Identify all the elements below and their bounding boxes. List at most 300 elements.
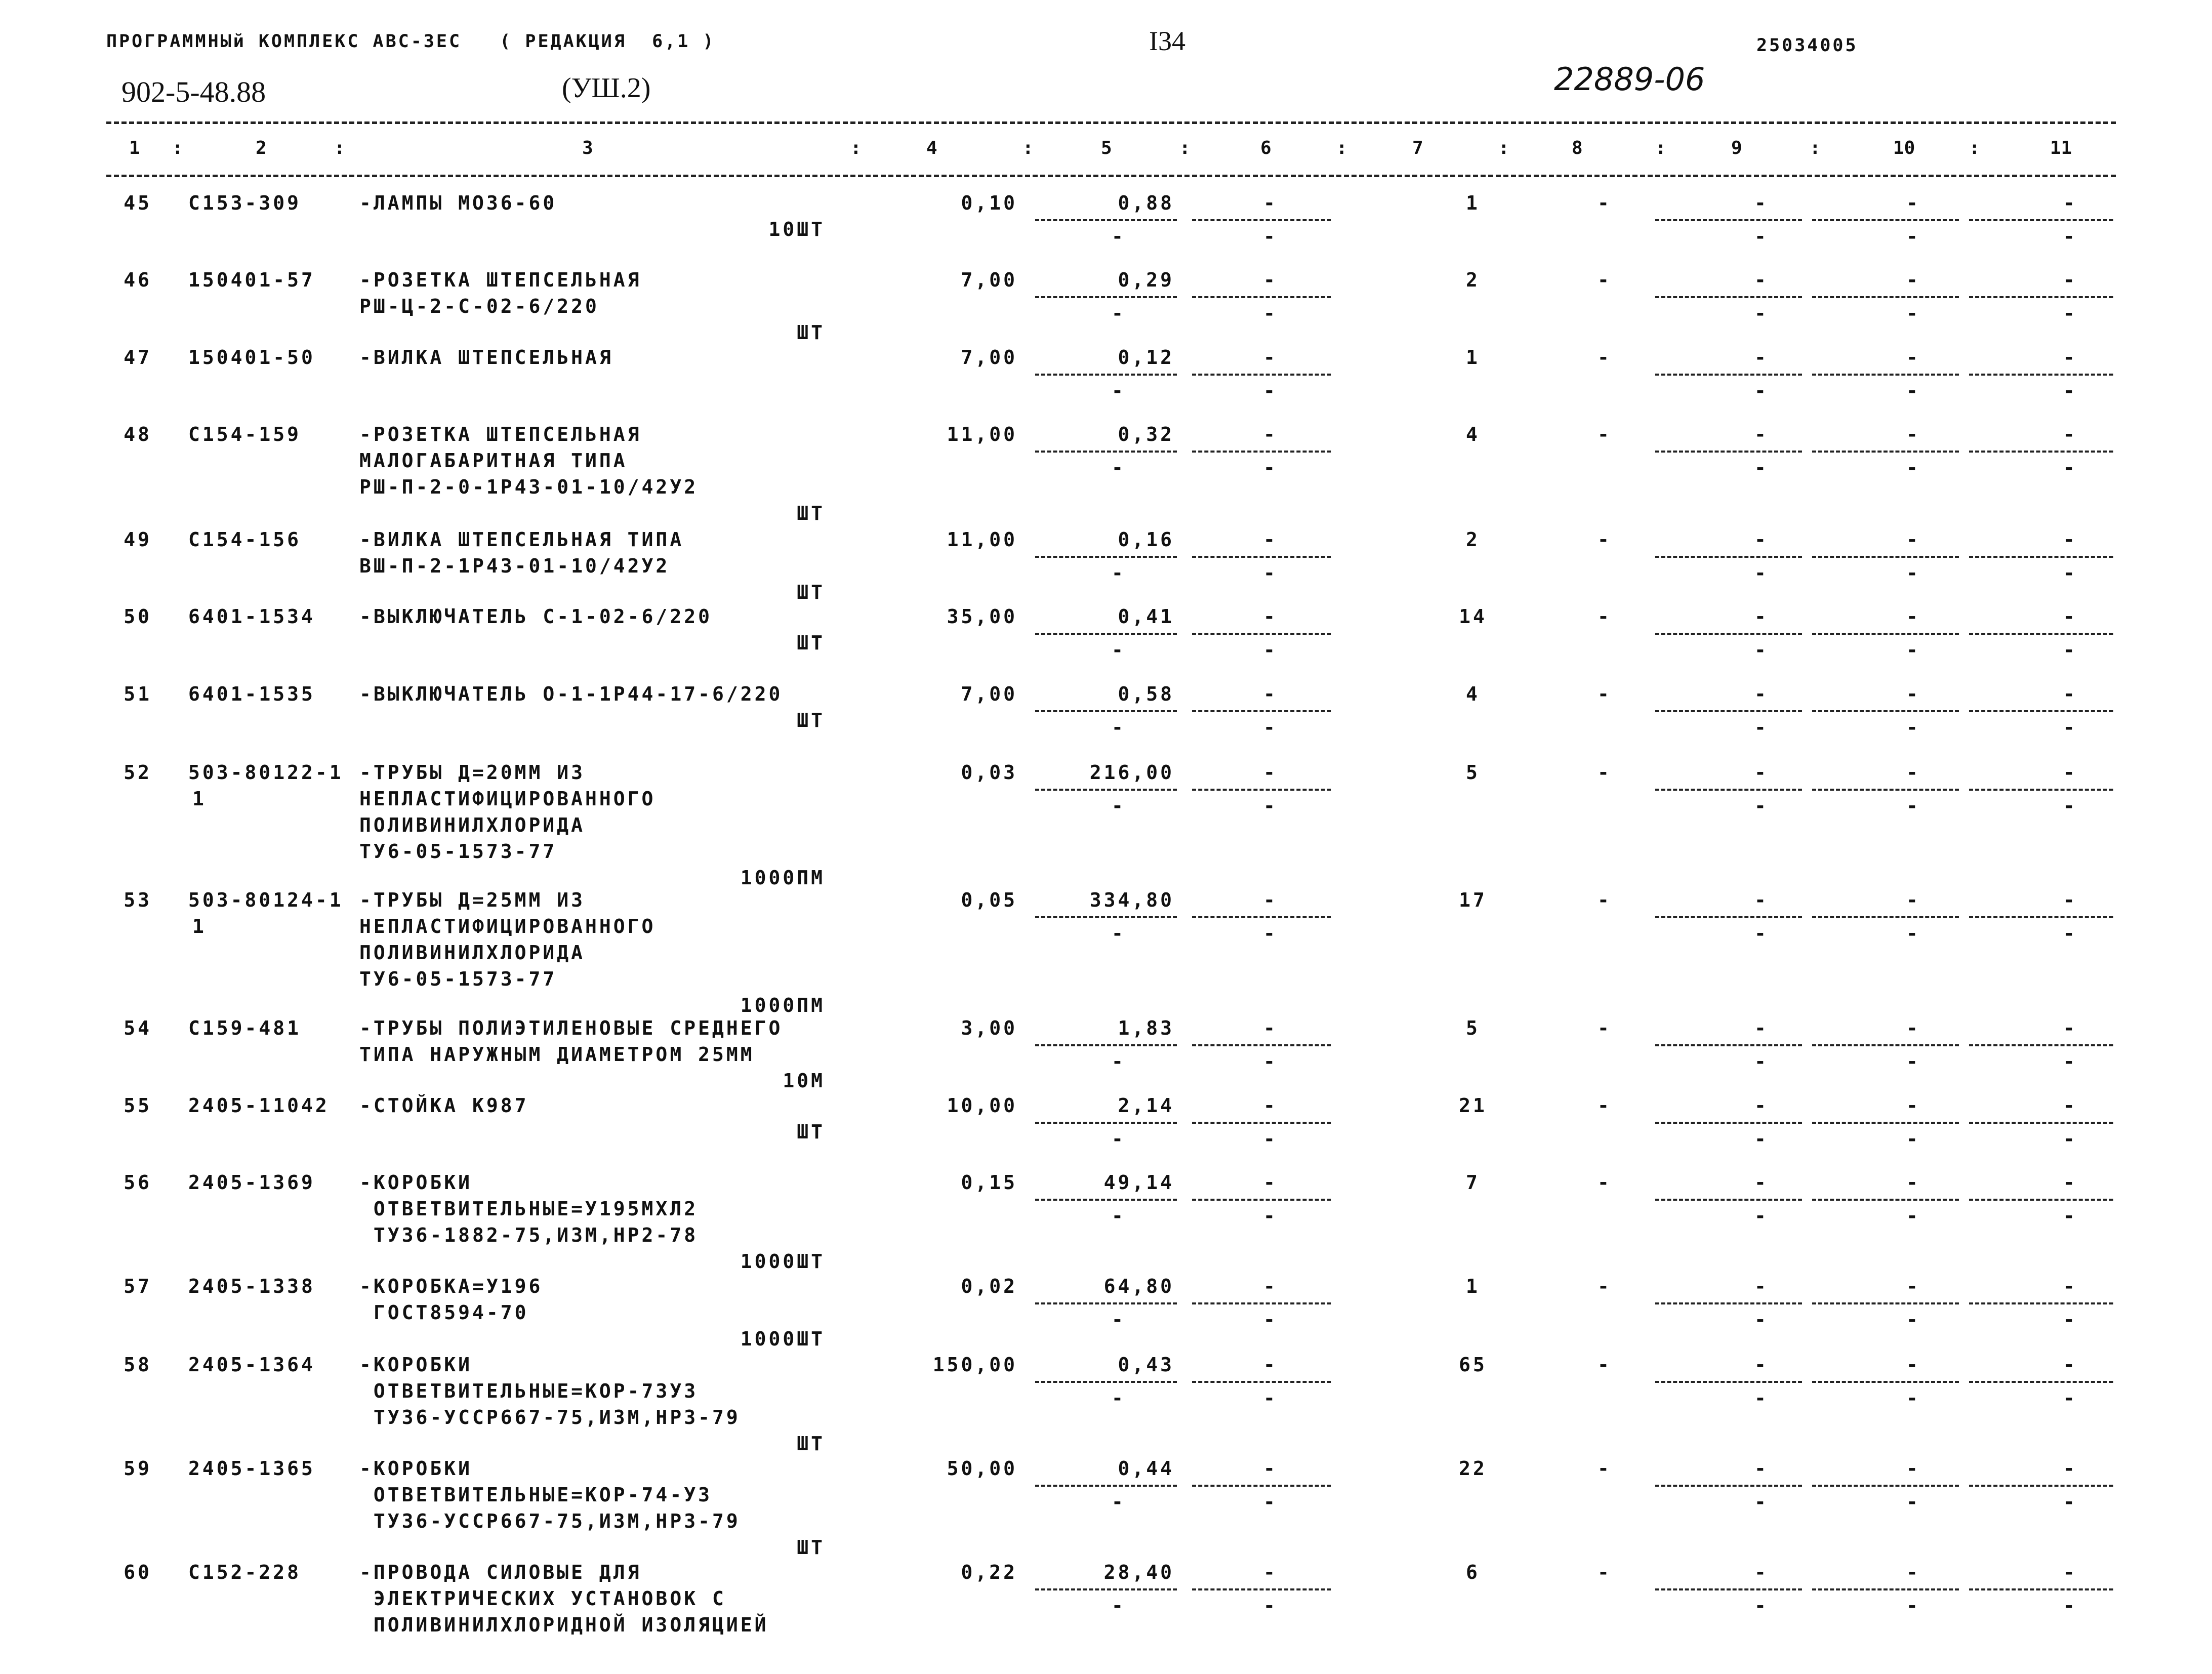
resource-code: С154-156 xyxy=(188,528,302,551)
item-description: -РОЗЕТКА ШТЕПСЕЛЬНАЯ xyxy=(359,423,642,445)
column-number: 2 xyxy=(256,138,267,158)
column-6-sub-value: - xyxy=(1263,1491,1278,1513)
cell-divider-line xyxy=(1812,296,1959,298)
unit-of-measure: ШТ xyxy=(797,1121,825,1143)
column-8-value: - xyxy=(1597,346,1612,369)
column-8-value: - xyxy=(1597,1457,1612,1480)
column-7-value: 17 xyxy=(1459,889,1487,911)
column-11-sub-value: - xyxy=(2063,457,2077,479)
cell-divider-line xyxy=(1969,1485,2113,1487)
column-5-sub-value: - xyxy=(1112,1595,1126,1617)
unit-cost: 334,80 xyxy=(1089,889,1174,911)
column-number: 4 xyxy=(926,138,937,158)
column-10-value: - xyxy=(1906,1561,1920,1583)
cell-divider-line xyxy=(1812,1588,1959,1590)
column-number: 8 xyxy=(1572,138,1583,158)
unit-of-measure: 1000ШТ xyxy=(740,1250,825,1273)
column-10-sub-value: - xyxy=(1906,1309,1920,1331)
cell-divider-line xyxy=(1969,556,2113,558)
column-6-sub-value: - xyxy=(1263,302,1278,324)
cell-divider-line xyxy=(1192,451,1331,453)
quantity: 7,00 xyxy=(961,269,1017,291)
column-9-sub-value: - xyxy=(1754,1595,1769,1617)
item-description: ТУ36-УССР667-75,ИЗМ,НР3-79 xyxy=(359,1406,741,1428)
unit-cost: 0,44 xyxy=(1118,1457,1174,1480)
cell-divider-line xyxy=(1655,374,1802,376)
column-5-sub-value: - xyxy=(1112,380,1126,402)
column-9-sub-value: - xyxy=(1754,1387,1769,1409)
column-9-value: - xyxy=(1754,346,1769,369)
column-11-value: - xyxy=(2063,1457,2077,1480)
resource-code: 2405-1365 xyxy=(188,1457,315,1480)
row-number: 59 xyxy=(124,1457,152,1480)
item-description: НЕПЛАСТИФИЦИРОВАННОГО xyxy=(359,788,656,810)
unit-cost: 0,58 xyxy=(1118,683,1174,705)
column-6-sub-value: - xyxy=(1263,922,1278,945)
resource-code: 2405-11042 xyxy=(188,1094,330,1117)
item-description: ТУ6-05-1573-77 xyxy=(359,840,557,863)
column-7-value: 2 xyxy=(1466,269,1480,291)
column-6-sub-value: - xyxy=(1263,225,1278,248)
column-number: 6 xyxy=(1260,138,1272,158)
cell-divider-line xyxy=(1035,1381,1177,1383)
column-10-value: - xyxy=(1906,761,1920,784)
column-6-value: - xyxy=(1263,1561,1278,1583)
column-6-value: - xyxy=(1263,269,1278,291)
quantity: 0,10 xyxy=(961,192,1017,214)
cell-divider-line xyxy=(1192,1199,1331,1201)
item-description: ГОСТ8594-70 xyxy=(359,1301,529,1324)
cell-divider-line xyxy=(1969,219,2113,221)
cell-divider-line xyxy=(1655,633,1802,635)
column-6-sub-value: - xyxy=(1263,1050,1278,1073)
column-8-value: - xyxy=(1597,683,1612,705)
quantity: 50,00 xyxy=(947,1457,1017,1480)
column-6-value: - xyxy=(1263,761,1278,784)
row-number: 50 xyxy=(124,605,152,628)
column-6-sub-value: - xyxy=(1263,1205,1278,1227)
column-5-sub-value: - xyxy=(1112,1491,1126,1513)
cell-divider-line xyxy=(1035,219,1177,221)
column-9-value: - xyxy=(1754,192,1769,214)
resource-code: 150401-50 xyxy=(188,346,315,369)
column-11-sub-value: - xyxy=(2063,716,2077,739)
item-description: ТУ36-1882-75,ИЗМ,НР2-78 xyxy=(359,1224,699,1246)
column-6-value: - xyxy=(1263,1017,1278,1039)
column-11-value: - xyxy=(2063,1275,2077,1297)
column-separator: : xyxy=(1810,138,1821,158)
item-description: ОТВЕТВИТЕЛЬНЫЕ=КОР-73У3 xyxy=(359,1380,699,1402)
unit-of-measure: ШТ xyxy=(797,502,825,524)
resource-code: С159-481 xyxy=(188,1017,302,1039)
unit-cost: 49,14 xyxy=(1103,1171,1174,1194)
column-7-value: 21 xyxy=(1459,1094,1487,1117)
column-9-value: - xyxy=(1754,1094,1769,1117)
cell-divider-line xyxy=(1655,451,1802,453)
column-10-value: - xyxy=(1906,1017,1920,1039)
column-10-value: - xyxy=(1906,1094,1920,1117)
column-6-sub-value: - xyxy=(1263,716,1278,739)
cell-divider-line xyxy=(1655,1302,1802,1304)
row-number: 53 xyxy=(124,889,152,911)
column-11-sub-value: - xyxy=(2063,380,2077,402)
cell-divider-line xyxy=(1969,1381,2113,1383)
column-9-sub-value: - xyxy=(1754,795,1769,817)
column-9-sub-value: - xyxy=(1754,1205,1769,1227)
column-8-value: - xyxy=(1597,528,1612,551)
column-6-value: - xyxy=(1263,605,1278,628)
column-5-sub-value: - xyxy=(1112,716,1126,739)
item-description: ПОЛИВИНИЛХЛОРИДНОЙ ИЗОЛЯЦИЕЙ xyxy=(359,1614,769,1636)
cell-divider-line xyxy=(1655,710,1802,712)
column-number: 9 xyxy=(1731,138,1742,158)
column-9-sub-value: - xyxy=(1754,1128,1769,1150)
item-description: ТУ36-УССР667-75,ИЗМ,НР3-79 xyxy=(359,1510,741,1532)
column-6-value: - xyxy=(1263,683,1278,705)
cell-divider-line xyxy=(1969,1588,2113,1590)
unit-of-measure: ШТ xyxy=(797,321,825,344)
cell-divider-line xyxy=(1812,556,1959,558)
cell-divider-line xyxy=(1192,1485,1331,1487)
quantity: 7,00 xyxy=(961,683,1017,705)
column-7-value: 5 xyxy=(1466,761,1480,784)
cell-divider-line xyxy=(1969,916,2113,918)
cell-divider-line xyxy=(1192,1044,1331,1046)
column-9-value: - xyxy=(1754,423,1769,445)
unit-cost: 0,29 xyxy=(1118,269,1174,291)
unit-cost: 2,14 xyxy=(1118,1094,1174,1117)
cell-divider-line xyxy=(1035,1588,1177,1590)
column-11-sub-value: - xyxy=(2063,302,2077,324)
unit-cost: 0,16 xyxy=(1118,528,1174,551)
column-7-value: 7 xyxy=(1466,1171,1480,1194)
cell-divider-line xyxy=(1812,374,1959,376)
column-7-value: 5 xyxy=(1466,1017,1480,1039)
column-8-value: - xyxy=(1597,1171,1612,1194)
column-11-value: - xyxy=(2063,761,2077,784)
column-11-sub-value: - xyxy=(2063,1050,2077,1073)
unit-cost: 0,12 xyxy=(1118,346,1174,369)
column-10-sub-value: - xyxy=(1906,1387,1920,1409)
column-10-value: - xyxy=(1906,683,1920,705)
column-11-sub-value: - xyxy=(2063,1128,2077,1150)
item-description: ПОЛИВИНИЛХЛОРИДА xyxy=(359,942,586,964)
quantity: 0,02 xyxy=(961,1275,1017,1297)
unit-cost: 216,00 xyxy=(1089,761,1174,784)
cell-divider-line xyxy=(1035,1485,1177,1487)
column-separator: : xyxy=(172,138,183,158)
column-10-value: - xyxy=(1906,1354,1920,1376)
column-10-sub-value: - xyxy=(1906,795,1920,817)
item-description: -ВИЛКА ШТЕПСЕЛЬНАЯ xyxy=(359,346,613,369)
resource-code: 2405-1338 xyxy=(188,1275,315,1297)
column-6-value: - xyxy=(1263,1457,1278,1480)
column-10-sub-value: - xyxy=(1906,302,1920,324)
column-11-value: - xyxy=(2063,1094,2077,1117)
cell-divider-line xyxy=(1655,1199,1802,1201)
column-9-sub-value: - xyxy=(1754,302,1769,324)
column-8-value: - xyxy=(1597,1354,1612,1376)
column-9-sub-value: - xyxy=(1754,1309,1769,1331)
resource-code: 2405-1369 xyxy=(188,1171,315,1194)
unit-of-measure: ШТ xyxy=(797,632,825,654)
quantity: 35,00 xyxy=(947,605,1017,628)
cell-divider-line xyxy=(1035,710,1177,712)
item-description: ПОЛИВИНИЛХЛОРИДА xyxy=(359,814,586,836)
unit-of-measure: 1000ШТ xyxy=(740,1328,825,1350)
archive-number: 22889-06 xyxy=(1554,61,1705,98)
cell-divider-line xyxy=(1812,916,1959,918)
item-description: НЕПЛАСТИФИЦИРОВАННОГО xyxy=(359,915,656,937)
column-10-sub-value: - xyxy=(1906,457,1920,479)
cell-divider-line xyxy=(1035,633,1177,635)
column-separator: : xyxy=(1022,138,1034,158)
item-description: -ПРОВОДА СИЛОВЫЕ ДЛЯ xyxy=(359,1561,642,1583)
item-description: ТИПА НАРУЖНЫМ ДИАМЕТРОМ 25ММ xyxy=(359,1043,755,1066)
unit-of-measure: 1000ПМ xyxy=(740,994,825,1016)
row-number: 55 xyxy=(124,1094,152,1117)
column-6-sub-value: - xyxy=(1263,380,1278,402)
column-7-value: 1 xyxy=(1466,192,1480,214)
column-5-sub-value: - xyxy=(1112,1050,1126,1073)
column-9-value: - xyxy=(1754,889,1769,911)
cell-divider-line xyxy=(1969,1044,2113,1046)
column-11-value: - xyxy=(2063,192,2077,214)
column-6-sub-value: - xyxy=(1263,795,1278,817)
quantity: 0,22 xyxy=(961,1561,1017,1583)
cell-divider-line xyxy=(1655,1044,1802,1046)
item-description: -ТРУБЫ ПОЛИЭТИЛЕНОВЫЕ СРЕДНЕГО xyxy=(359,1017,783,1039)
column-9-value: - xyxy=(1754,1354,1769,1376)
cell-divider-line xyxy=(1812,789,1959,791)
column-10-value: - xyxy=(1906,192,1920,214)
cell-divider-line xyxy=(1655,219,1802,221)
item-description: -ТРУБЫ Д=20ММ ИЗ xyxy=(359,761,586,784)
column-10-value: - xyxy=(1906,346,1920,369)
column-number: 11 xyxy=(2050,138,2072,158)
column-separator: : xyxy=(1179,138,1191,158)
column-5-sub-value: - xyxy=(1112,562,1126,584)
column-11-sub-value: - xyxy=(2063,922,2077,945)
resource-code: 503-80124-1 xyxy=(188,889,344,911)
column-11-value: - xyxy=(2063,1561,2077,1583)
cell-divider-line xyxy=(1812,1485,1959,1487)
cell-divider-line xyxy=(1812,1044,1959,1046)
column-5-sub-value: - xyxy=(1112,225,1126,248)
item-description: -КОРОБКИ xyxy=(359,1457,473,1480)
cell-divider-line xyxy=(1192,1302,1331,1304)
column-number: 7 xyxy=(1412,138,1423,158)
column-10-value: - xyxy=(1906,889,1920,911)
cell-divider-line xyxy=(1812,1302,1959,1304)
cell-divider-line xyxy=(1192,1122,1331,1124)
column-separator: : xyxy=(334,138,345,158)
cell-divider-line xyxy=(1969,789,2113,791)
column-separator: : xyxy=(850,138,862,158)
column-10-value: - xyxy=(1906,423,1920,445)
cell-divider-line xyxy=(1812,1199,1959,1201)
column-8-value: - xyxy=(1597,605,1612,628)
unit-cost: 1,83 xyxy=(1118,1017,1174,1039)
column-10-sub-value: - xyxy=(1906,716,1920,739)
row-number: 56 xyxy=(124,1171,152,1194)
column-7-value: 1 xyxy=(1466,346,1480,369)
column-7-value: 65 xyxy=(1459,1354,1487,1376)
row-number: 49 xyxy=(124,528,152,551)
header-rule-top xyxy=(106,121,2116,124)
column-separator: : xyxy=(1655,138,1666,158)
row-number: 58 xyxy=(124,1354,152,1376)
column-9-value: - xyxy=(1754,269,1769,291)
cell-divider-line xyxy=(1035,916,1177,918)
row-number: 54 xyxy=(124,1017,152,1039)
cell-divider-line xyxy=(1035,789,1177,791)
column-7-value: 22 xyxy=(1459,1457,1487,1480)
column-6-value: - xyxy=(1263,1094,1278,1117)
column-9-sub-value: - xyxy=(1754,562,1769,584)
cell-divider-line xyxy=(1192,219,1331,221)
column-10-value: - xyxy=(1906,1275,1920,1297)
column-number: 3 xyxy=(582,138,593,158)
column-10-sub-value: - xyxy=(1906,562,1920,584)
resource-code: С153-309 xyxy=(188,192,302,214)
column-6-sub-value: - xyxy=(1263,1128,1278,1150)
cell-divider-line xyxy=(1969,1302,2113,1304)
resource-code: 6401-1534 xyxy=(188,605,315,628)
section-label: (УШ.2) xyxy=(562,72,651,104)
column-5-sub-value: - xyxy=(1112,1128,1126,1150)
row-number: 60 xyxy=(124,1561,152,1583)
column-7-value: 2 xyxy=(1466,528,1480,551)
column-8-value: - xyxy=(1597,1561,1612,1583)
resource-code: 503-80122-1 xyxy=(188,761,344,784)
column-9-value: - xyxy=(1754,605,1769,628)
cell-divider-line xyxy=(1969,710,2113,712)
cell-divider-line xyxy=(1192,1588,1331,1590)
column-10-value: - xyxy=(1906,605,1920,628)
column-6-value: - xyxy=(1263,423,1278,445)
item-description: -СТОЙКА К987 xyxy=(359,1094,529,1117)
column-11-sub-value: - xyxy=(2063,795,2077,817)
column-10-sub-value: - xyxy=(1906,1050,1920,1073)
cell-divider-line xyxy=(1655,916,1802,918)
cell-divider-line xyxy=(1035,1044,1177,1046)
column-9-value: - xyxy=(1754,1457,1769,1480)
column-11-value: - xyxy=(2063,269,2077,291)
cell-divider-line xyxy=(1035,296,1177,298)
column-10-sub-value: - xyxy=(1906,1128,1920,1150)
cell-divider-line xyxy=(1812,219,1959,221)
resource-code: С152-228 xyxy=(188,1561,302,1583)
cell-divider-line xyxy=(1655,789,1802,791)
resource-code-continuation: 1 xyxy=(192,915,207,937)
cell-divider-line xyxy=(1192,710,1331,712)
column-11-value: - xyxy=(2063,423,2077,445)
item-description: -ВИЛКА ШТЕПСЕЛЬНАЯ ТИПА xyxy=(359,528,684,551)
item-description: -ЛАМПЫ МО36-60 xyxy=(359,192,557,214)
column-11-sub-value: - xyxy=(2063,562,2077,584)
cell-divider-line xyxy=(1655,1588,1802,1590)
column-11-sub-value: - xyxy=(2063,1491,2077,1513)
column-7-value: 14 xyxy=(1459,605,1487,628)
column-5-sub-value: - xyxy=(1112,302,1126,324)
resource-code: 2405-1364 xyxy=(188,1354,315,1376)
column-number: 1 xyxy=(129,138,140,158)
column-8-value: - xyxy=(1597,889,1612,911)
column-8-value: - xyxy=(1597,761,1612,784)
item-description: -ТРУБЫ Д=25ММ ИЗ xyxy=(359,889,586,911)
cell-divider-line xyxy=(1192,633,1331,635)
column-8-value: - xyxy=(1597,423,1612,445)
column-6-value: - xyxy=(1263,192,1278,214)
cell-divider-line xyxy=(1969,1199,2113,1201)
cell-divider-line xyxy=(1655,1122,1802,1124)
column-9-sub-value: - xyxy=(1754,1050,1769,1073)
column-separator: : xyxy=(1969,138,1980,158)
column-10-sub-value: - xyxy=(1906,1205,1920,1227)
column-6-sub-value: - xyxy=(1263,562,1278,584)
column-10-value: - xyxy=(1906,528,1920,551)
column-8-value: - xyxy=(1597,1275,1612,1297)
cell-divider-line xyxy=(1655,1485,1802,1487)
column-separator: : xyxy=(1336,138,1347,158)
column-5-sub-value: - xyxy=(1112,1387,1126,1409)
unit-cost: 0,32 xyxy=(1118,423,1174,445)
column-11-value: - xyxy=(2063,346,2077,369)
item-description: ОТВЕТВИТЕЛЬНЫЕ=КОР-74-У3 xyxy=(359,1484,712,1506)
column-10-value: - xyxy=(1906,1171,1920,1194)
quantity: 7,00 xyxy=(961,346,1017,369)
unit-of-measure: 10М xyxy=(783,1070,825,1092)
cell-divider-line xyxy=(1812,633,1959,635)
column-9-value: - xyxy=(1754,528,1769,551)
cell-divider-line xyxy=(1035,1199,1177,1201)
column-9-sub-value: - xyxy=(1754,380,1769,402)
column-10-sub-value: - xyxy=(1906,922,1920,945)
row-number: 51 xyxy=(124,683,152,705)
quantity: 0,15 xyxy=(961,1171,1017,1194)
column-7-value: 6 xyxy=(1466,1561,1480,1583)
column-8-value: - xyxy=(1597,1017,1612,1039)
column-5-sub-value: - xyxy=(1112,1309,1126,1331)
column-11-sub-value: - xyxy=(2063,1309,2077,1331)
cell-divider-line xyxy=(1035,1302,1177,1304)
column-11-value: - xyxy=(2063,528,2077,551)
column-9-value: - xyxy=(1754,1561,1769,1583)
column-10-sub-value: - xyxy=(1906,380,1920,402)
item-description: -КОРОБКИ xyxy=(359,1171,473,1194)
item-description: ВШ-П-2-1Р43-01-10/42У2 xyxy=(359,555,670,577)
cell-divider-line xyxy=(1035,451,1177,453)
column-11-value: - xyxy=(2063,683,2077,705)
column-6-sub-value: - xyxy=(1263,639,1278,661)
cell-divider-line xyxy=(1655,556,1802,558)
column-11-sub-value: - xyxy=(2063,1205,2077,1227)
column-9-sub-value: - xyxy=(1754,1491,1769,1513)
unit-cost: 0,88 xyxy=(1118,192,1174,214)
item-description: РШ-Ц-2-С-02-6/220 xyxy=(359,295,599,317)
column-6-sub-value: - xyxy=(1263,1387,1278,1409)
resource-code: 6401-1535 xyxy=(188,683,315,705)
item-description: ТУ6-05-1573-77 xyxy=(359,968,557,990)
quantity: 3,00 xyxy=(961,1017,1017,1039)
column-11-value: - xyxy=(2063,605,2077,628)
column-9-value: - xyxy=(1754,1171,1769,1194)
quantity: 150,00 xyxy=(932,1354,1017,1376)
item-description: -ВЫКЛЮЧАТЕЛЬ О-1-1Р44-17-6/220 xyxy=(359,683,783,705)
row-number: 48 xyxy=(124,423,152,445)
cell-divider-line xyxy=(1969,633,2113,635)
